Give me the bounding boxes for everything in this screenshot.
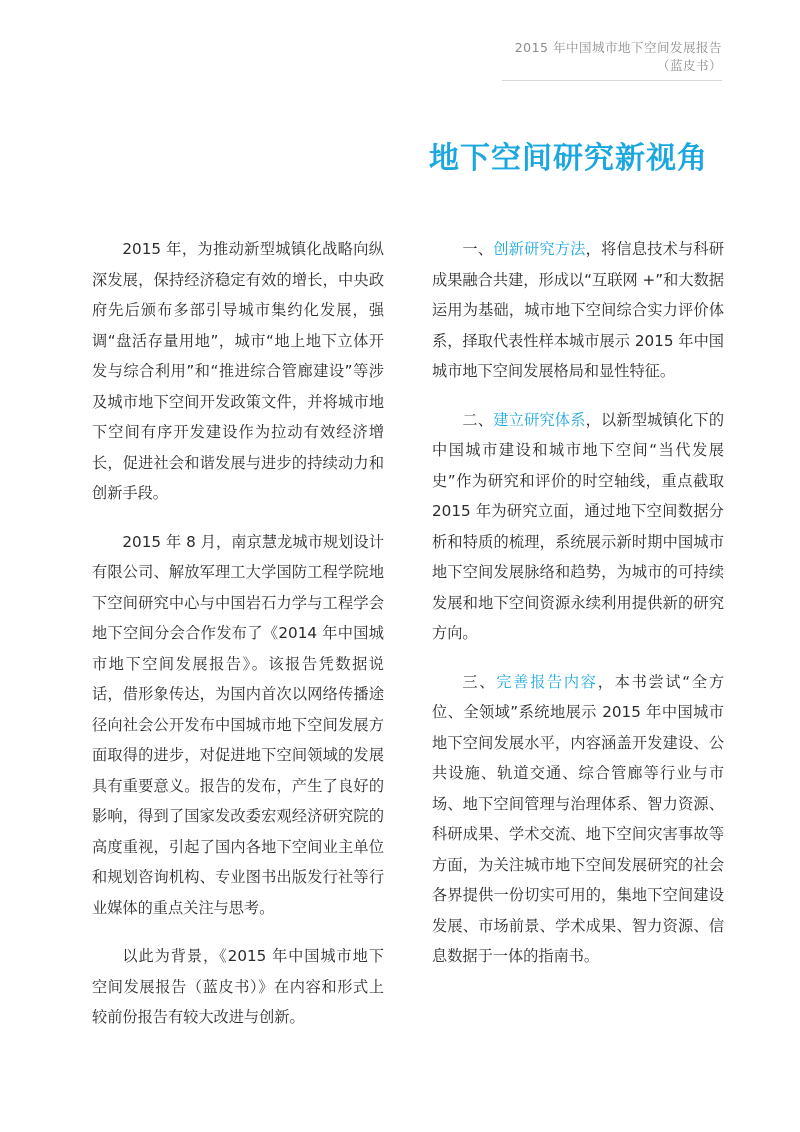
item-text: ，将信息技术与科研成果融合共建，形成以“互联网 +”和大数据运用为基础，城市地下空间综合实力评价体系，择取代表性样本城市展示 2015 年中国城市地下空间发展格局和显性特征。 (432, 240, 725, 380)
item-text: ，以新型城镇化下的中国城市建设和城市地下空间“当代发展史”作为研究和评价的时空轴线，重点截取 2015 年为研究立面，通过地下空间数据分析和特质的梳理，系统展示新时期中国城市地下空间发展脉络和趋势，为城市的可持续发展和地下空间资源永续利用提供新的研究方向。 (432, 410, 725, 642)
item-number: 二、 (462, 410, 494, 429)
paragraph-method (432, 234, 724, 387)
paragraph-background: 2015 年 8 月，南京慧龙城市规划设计有限公司、解放军理工大学国防工程学院地下空间研究中心与中国岩石力学与工程学会地下空间分会合作发布了《2014 年中国城市地下空间发展报告》。该报告凭数据说话，借形象传达，为国内首次以网络传播途径向社会公开发布中国城市地下空间发展方面取得的进步，对促进地下空间领域的发展具有重要意义。报告的发布，产生了良好的影响，得到了国家发改委宏观经济研究院的高度重视，引起了国内各地下空间业主单位和规划咨询机构、专业图书出版发行社等行业媒体的重点关注与思考。 (92, 532, 384, 917)
running-header: 2015 年中国城市地下空间发展报告（蓝皮书） (502, 38, 722, 81)
page-title: 地下空间研究新视角 (429, 141, 708, 176)
left-column (92, 234, 384, 1051)
highlight-content: 完善报告内容 (496, 672, 598, 691)
item-number: 一、 (462, 240, 494, 258)
highlight-system: 建立研究体系 (493, 410, 586, 429)
item-text: ，本书尝试“全方位、全领域”系统地展示 2015 年中国城市地下空间发展水平，内容涵盖开发建设、公共设施、轨道交通、综合管廊等行业与市场、地下空间管理与治理体系、智力资源、科研成果、学术交流、地下空间灾害事故等方面，为关注城市地下空间发展研究的社会各界提供一份切实可用的，集地下空间建设发展、市场前景、学术成果、智力资源、信息数据于一体的指南书。 (432, 672, 725, 965)
highlight-method: 创新研究方法 (493, 240, 586, 258)
item-number: 三、 (462, 672, 497, 691)
right-column (432, 234, 724, 990)
paragraph-content (432, 667, 724, 972)
paragraph-system (432, 405, 724, 649)
paragraph-intro: 2015 年，为推动新型城镇化战略向纵深发展，保持经济稳定有效的增长，中央政府先后颁布多部引导城市集约化发展，强调“盘活存量用地”，城市“地上地下立体开发与综合利用”和“推进综合管廊建设”等涉及城市地下空间开发政策文件，并将城市地下空间有序开发建设作为拉动有效经济增长，促进社会和谐发展与进步的持续动力和创新手段。 (92, 240, 384, 502)
paragraph-context: 以此为背景，《2015 年中国城市地下空间发展报告（蓝皮书）》在内容和形式上较前份报告有较大改进与创新。 (92, 947, 384, 1026)
